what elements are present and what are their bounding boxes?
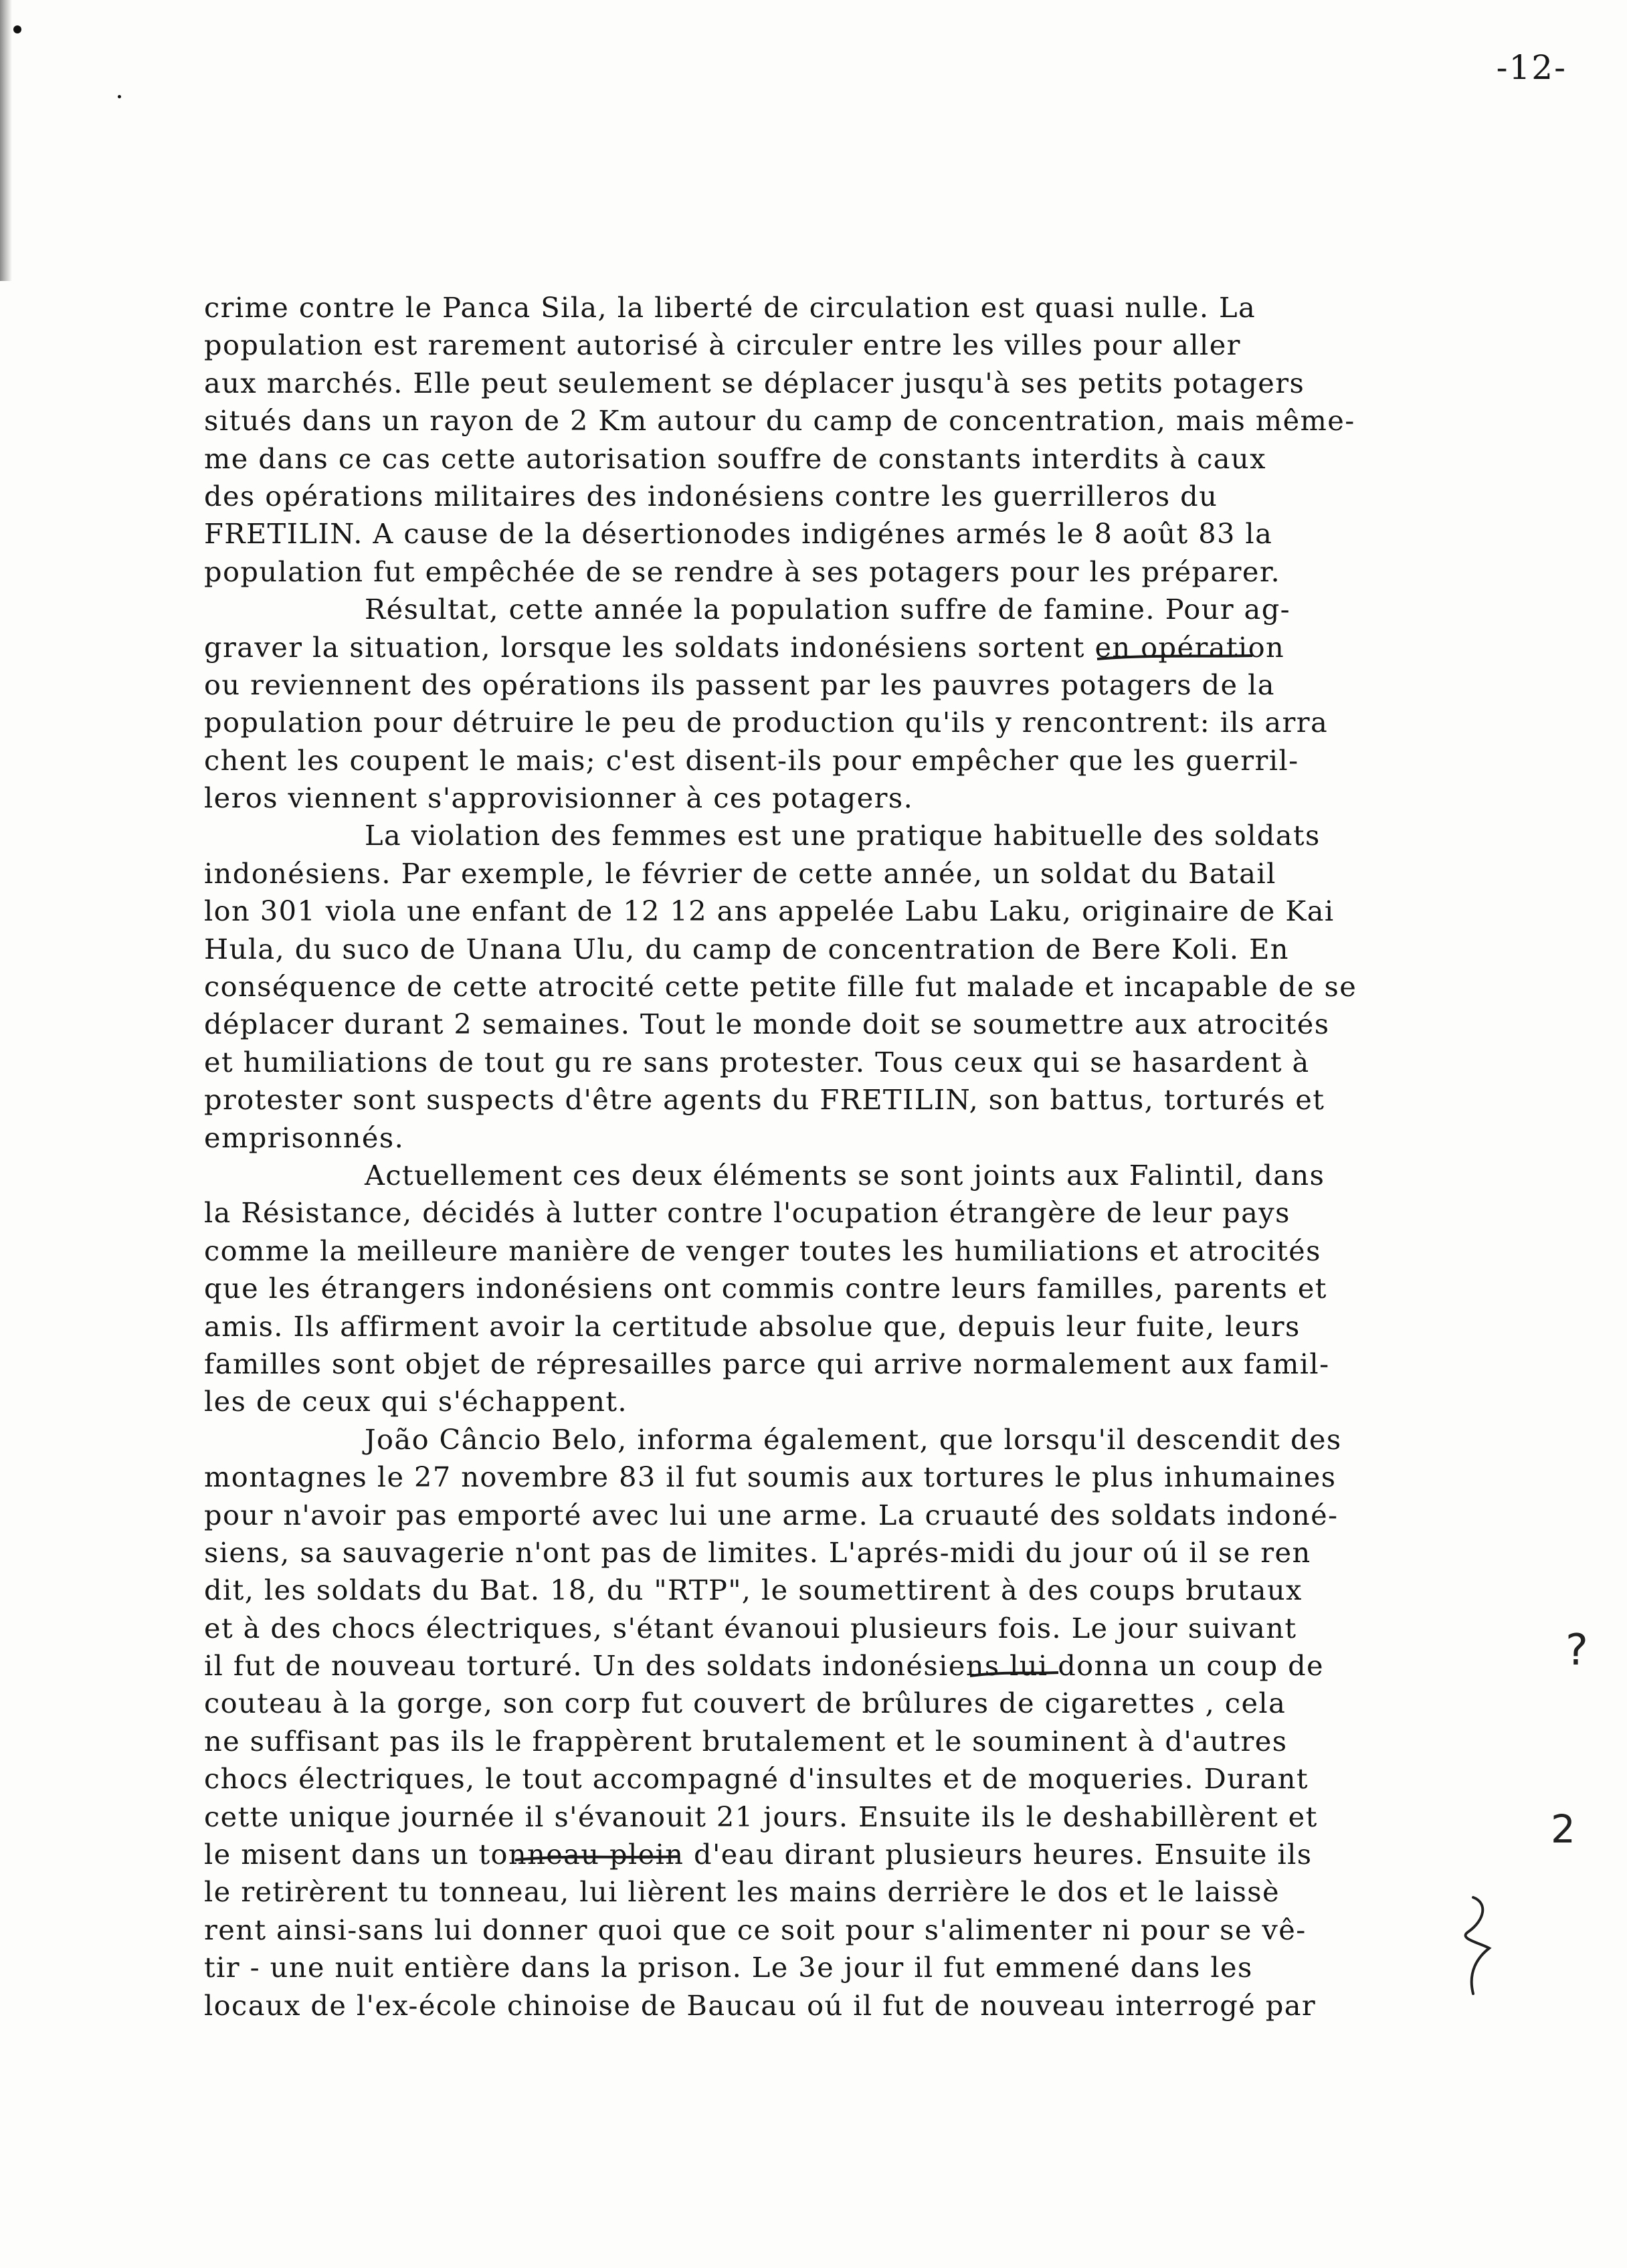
text-line: situés dans un rayon de 2 Km autour du camp de concentration, mais même-: [204, 404, 1355, 438]
text-line: dit, les soldats du Bat. 18, du "RTP", le soumettirent à des coups brutaux: [204, 1574, 1303, 1607]
text-line: que les étrangers indonésiens ont commis contre leurs familles, parents et: [204, 1272, 1327, 1305]
text-line: crime contre le Panca Sila, la liberté de circulation est quasi nulle. La: [204, 291, 1256, 324]
text-line: aux marchés. Elle peut seulement se déplacer jusqu'à ses petits potagers: [204, 366, 1305, 399]
body-text: [204, 289, 1519, 2024]
text-line: leros viennent s'approvisionner à ces potagers.: [204, 781, 914, 815]
text-line: pour n'avoir pas emporté avec lui une arme. La cruauté des soldats indoné-: [204, 1498, 1339, 1531]
text-line: graver la situation, lorsque les soldats indonésiens sortent en opération: [204, 630, 1285, 664]
text-line: Résultat, cette année la population suffre de famine. Pour ag-: [365, 593, 1291, 626]
margin-note-two: 2: [1551, 1806, 1575, 1852]
text-line: des opérations militaires des indonésiens contre les guerrilleros du: [204, 479, 1218, 512]
text-line: population est rarement autorisé à circuler entre les villes pour aller: [204, 328, 1241, 362]
text-line: FRETILIN. A cause de la désertionodes indigénes armés le 8 août 83 la: [204, 517, 1273, 551]
text-line: emprisonnés.: [204, 1121, 405, 1154]
text-line: indonésiens. Par exemple, le février de cette année, un soldat du Batail: [204, 856, 1276, 890]
text-line: et à des chocs électriques, s'étant évanoui plusieurs fois. Le jour suivant: [204, 1611, 1297, 1644]
text-line: chent les coupent le mais; c'est disent-ils pour empêcher que les guerril-: [204, 743, 1299, 777]
text-line: me dans ce cas cette autorisation souffre de constants interdits à caux: [204, 442, 1266, 475]
text-line: siens, sa sauvagerie n'ont pas de limites. L'aprés-midi du jour oú il se ren: [204, 1535, 1311, 1569]
text-line: population pour détruire le peu de production qu'ils y rencontrent: ils arra: [204, 706, 1329, 739]
text-line: familles sont objet de répresailles parce qui arrive normalement aux famil-: [204, 1347, 1330, 1380]
text-line: rent ainsi-sans lui donner quoi que ce soit pour s'alimenter ni pour se vê-: [204, 1913, 1307, 1946]
text-line: La violation des femmes est une pratique habituelle des soldats: [365, 819, 1321, 852]
text-line: Hula, du suco de Unana Ulu, du camp de concentration de Bere Koli. En: [204, 932, 1289, 965]
text-line: lon 301 viola une enfant de 12 12 ans appelée Labu Laku, originaire de Kai: [204, 894, 1335, 928]
text-line: couteau à la gorge, son corp fut couvert de brûlures de cigarettes , cela: [204, 1687, 1286, 1720]
text-line: les de ceux qui s'échappent.: [204, 1385, 628, 1418]
text-line: conséquence de cette atrocité cette petite fille fut malade et incapable de se: [204, 970, 1357, 1004]
text-line: João Câncio Belo, informa également, que lorsqu'il descendit des: [365, 1422, 1342, 1456]
text-line: protester sont suspects d'être agents du FRETILIN, son battus, torturés et: [204, 1083, 1325, 1117]
text-line: Actuellement ces deux éléments se sont joints aux Falintil, dans: [365, 1158, 1325, 1192]
text-line: le misent dans un tonneau plein d'eau dirant plusieurs heures. Ensuite ils: [204, 1838, 1313, 1871]
text-line: population fut empêchée de se rendre à ses potagers pour les préparer.: [204, 555, 1281, 588]
text-line: montagnes le 27 novembre 83 il fut soumis aux tortures le plus inhumaines: [204, 1460, 1337, 1494]
text-line: le retirèrent tu tonneau, lui lièrent les mains derrière le dos et le laissè: [204, 1875, 1280, 1909]
text-line: amis. Ils affirment avoir la certitude absolue que, depuis leur fuite, leurs: [204, 1309, 1301, 1343]
page-number: -12-: [1496, 48, 1567, 87]
speck-mark: [118, 95, 121, 98]
text-line: tir - une nuit entière dans la prison. Le 3e jour il fut emmené dans les: [204, 1951, 1253, 1984]
text-line: il fut de nouveau torturé. Un des soldats indonésiens lui donna un coup de: [204, 1649, 1325, 1683]
text-line: la Résistance, décidés à lutter contre l'ocupation étrangère de leur pays: [204, 1196, 1290, 1230]
handwritten-bracket-mark: [1453, 1893, 1500, 2000]
text-line: déplacer durant 2 semaines. Tout le monde doit se soumettre aux atrocités: [204, 1008, 1330, 1041]
margin-question-mark: ?: [1565, 1626, 1588, 1675]
text-line: ne suffisant pas ils le frappèrent brutalement et le souminent à d'autres: [204, 1724, 1288, 1758]
text-line: ou reviennent des opérations ils passent par les pauvres potagers de la: [204, 668, 1275, 701]
scan-edge-shadow: [0, 0, 12, 281]
text-line: et humiliations de tout gu re sans protester. Tous ceux qui se hasardent à: [204, 1045, 1310, 1078]
punch-hole-mark: [13, 25, 21, 33]
text-line: cette unique journée il s'évanouit 21 jours. Ensuite ils le deshabillèrent et: [204, 1800, 1318, 1833]
text-line: chocs électriques, le tout accompagné d'insultes et de moqueries. Durant: [204, 1762, 1309, 1796]
text-line: locaux de l'ex-école chinoise de Baucau oú il fut de nouveau interrogé par: [204, 1988, 1317, 2022]
text-line: comme la meilleure manière de venger toutes les humiliations et atrocités: [204, 1234, 1321, 1267]
